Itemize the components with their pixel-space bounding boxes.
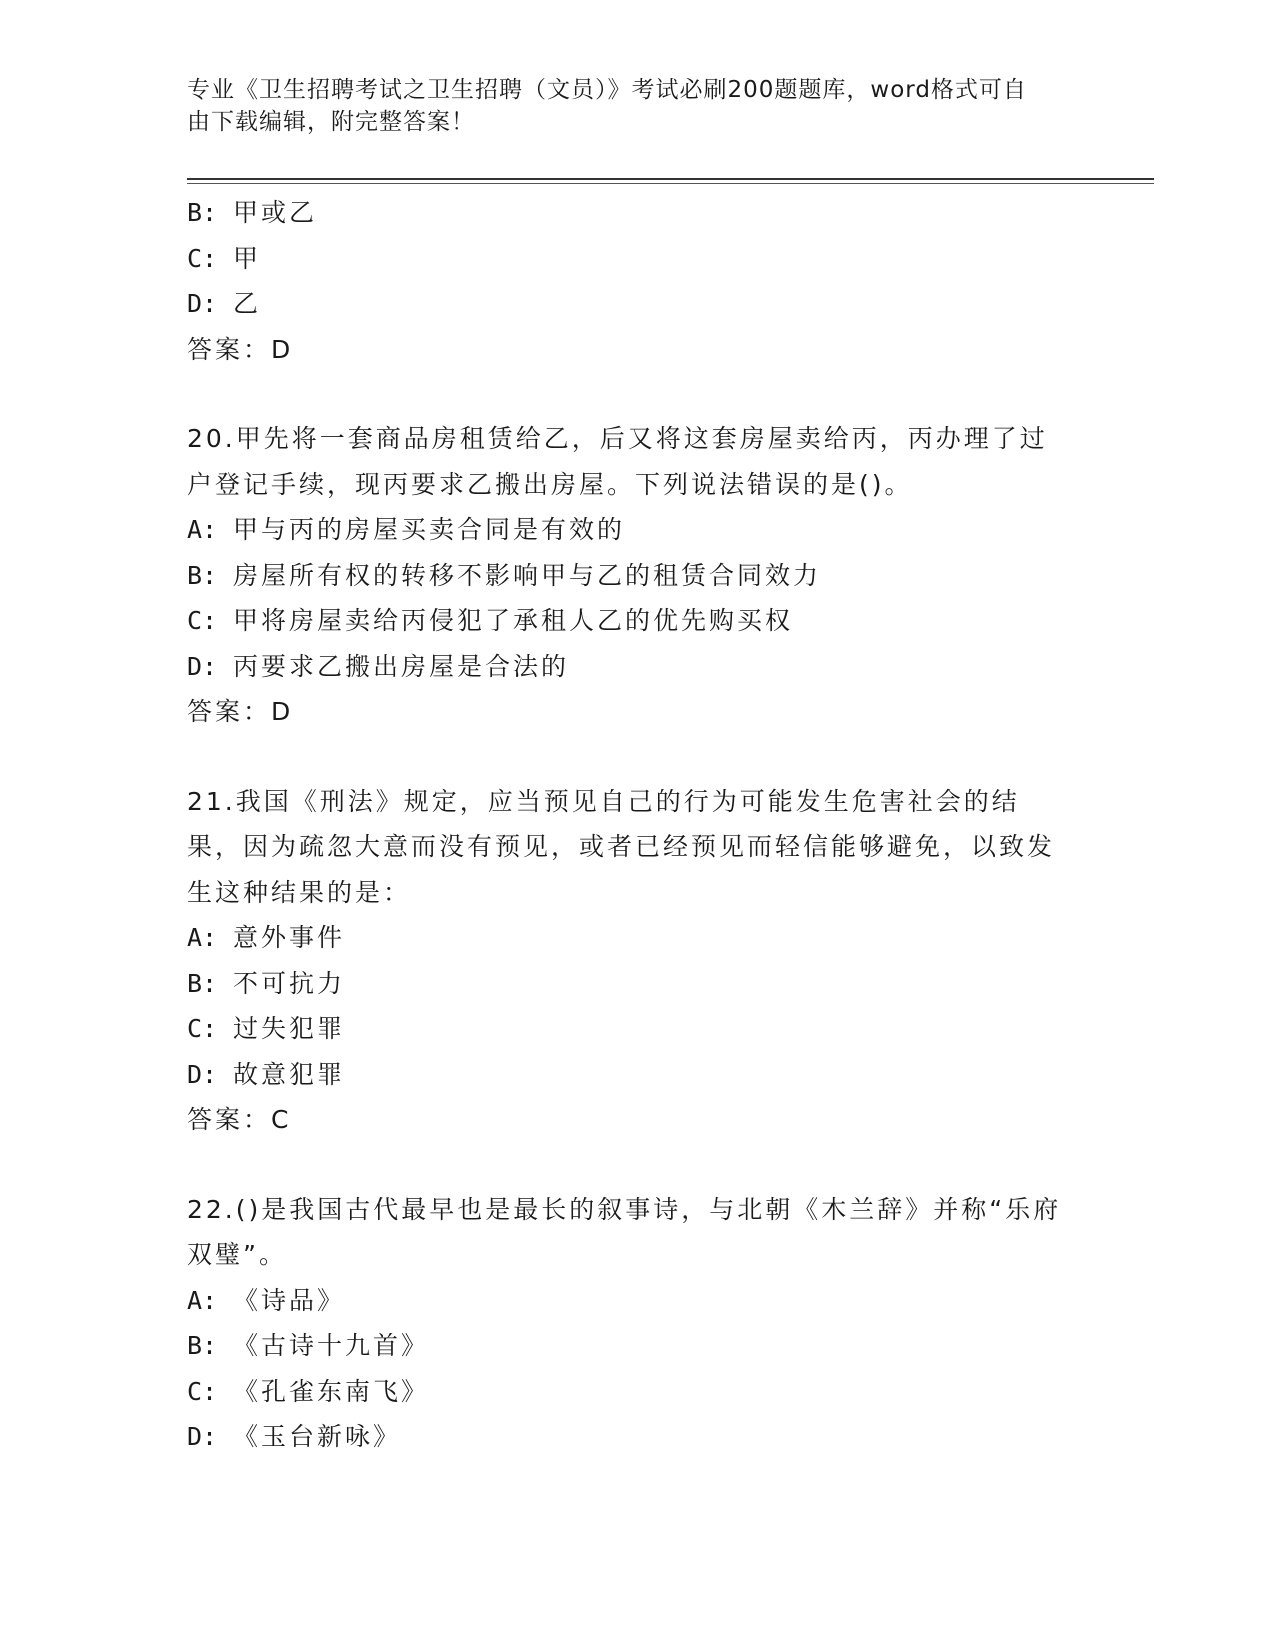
option-letter: D: — [187, 651, 218, 681]
question-21 — [187, 779, 1087, 1143]
option-d — [187, 281, 1087, 327]
answer-label: 答案： — [187, 1105, 272, 1134]
option-c — [187, 236, 1087, 282]
option-a — [187, 1278, 1087, 1324]
option-a — [187, 507, 1087, 553]
question-22 — [187, 1187, 1087, 1460]
option-text: 《玉台新咏》 — [233, 1422, 402, 1451]
option-text: 甲 — [233, 243, 262, 273]
answer-line — [187, 327, 1087, 373]
option-letter: B: — [187, 968, 218, 998]
answer-value: D — [271, 334, 292, 364]
option-c — [187, 1006, 1087, 1052]
page-header — [187, 74, 1067, 138]
option-b — [187, 553, 1087, 599]
option-text: 房屋所有权的转移不影响甲与乙的租赁合同效力 — [233, 560, 822, 590]
option-b — [187, 961, 1087, 1007]
option-text: 乙 — [233, 289, 262, 318]
spacer — [187, 372, 1087, 416]
option-text: 《孔雀东南飞》 — [233, 1376, 430, 1406]
spacer — [187, 1143, 1087, 1187]
option-b — [187, 1323, 1087, 1369]
option-text: 故意犯罪 — [233, 1059, 346, 1089]
option-d — [187, 1052, 1087, 1098]
option-text: 《古诗十九首》 — [233, 1331, 430, 1360]
header-rule-thick — [187, 178, 1154, 180]
question-content — [187, 190, 1087, 1460]
option-letter: C: — [187, 1376, 218, 1406]
option-c — [187, 1369, 1087, 1415]
answer-value: C — [271, 1105, 290, 1134]
option-text: 《诗品》 — [233, 1285, 346, 1315]
option-text: 过失犯罪 — [233, 1014, 346, 1043]
header-line-2: 由下载编辑，附完整答案！ — [187, 109, 475, 135]
option-text: 甲与丙的房屋买卖合同是有效的 — [233, 515, 626, 544]
option-letter: A: — [187, 923, 218, 952]
answer-value: D — [271, 697, 292, 726]
option-letter: B: — [187, 1331, 218, 1360]
option-b — [187, 190, 1087, 236]
option-text: 不可抗力 — [233, 968, 346, 998]
option-letter: C: — [187, 606, 218, 635]
option-d — [187, 1414, 1087, 1460]
option-letter: C: — [187, 243, 218, 273]
option-letter: D: — [187, 1059, 218, 1089]
option-letter: B: — [187, 198, 218, 227]
option-d — [187, 644, 1087, 690]
header-rule-thin — [187, 183, 1154, 184]
question-text: 21.我国《刑法》规定，应当预见自己的行为可能发生危害社会的结果，因为疏忽大意而没有预见，或者已经预见而轻信能够避免，以致发生这种结果的是： — [187, 786, 1056, 907]
spacer — [187, 735, 1087, 779]
option-letter: C: — [187, 1014, 218, 1043]
question-19-continuation — [187, 190, 1087, 372]
option-a — [187, 915, 1087, 961]
option-text: 丙要求乙搬出房屋是合法的 — [233, 651, 570, 681]
question-text: 22.()是我国古代最早也是最长的叙事诗，与北朝《木兰辞》并称“乐府双璧”。 — [187, 1194, 1062, 1269]
question-20 — [187, 416, 1087, 735]
question-text: 20.甲先将一套商品房租赁给乙，后又将这套房屋卖给丙，丙办理了过户登记手续，现丙要求乙搬出房屋。下列说法错误的是()。 — [187, 424, 1048, 499]
answer-line — [187, 689, 1087, 735]
option-text: 甲将房屋卖给丙侵犯了承租人乙的优先购买权 — [233, 606, 794, 635]
option-text: 意外事件 — [233, 923, 346, 952]
answer-label: 答案： — [187, 334, 272, 364]
option-c — [187, 598, 1087, 644]
option-letter: B: — [187, 560, 218, 590]
option-letter: A: — [187, 1285, 218, 1315]
option-text: 甲或乙 — [233, 198, 318, 227]
answer-label: 答案： — [187, 697, 272, 726]
option-letter: A: — [187, 515, 218, 544]
option-letter: D: — [187, 1422, 218, 1451]
header-line-1: 专业《卫生招聘考试之卫生招聘（文员）》考试必刷200题题库，word格式可自 — [187, 77, 1027, 103]
option-letter: D: — [187, 289, 218, 318]
answer-line — [187, 1097, 1087, 1143]
